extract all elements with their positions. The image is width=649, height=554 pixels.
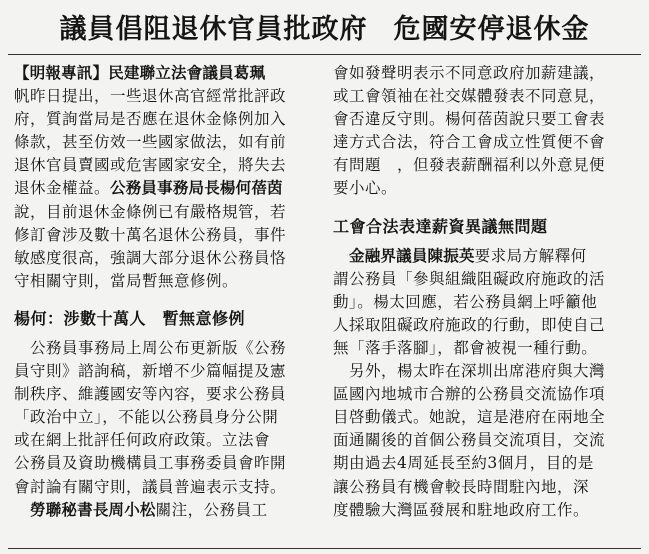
body-text: 修訂會涉及數十萬名退休公務員，事件 [14,225,287,244]
text-line [333,291,633,314]
bottom-rule [8,548,641,549]
text-line [333,360,633,383]
text-line [333,476,633,499]
right-paragraph-1 [333,62,633,201]
body-text: 讓公務員有機會較長時間駐內地，深 [333,477,590,496]
left-paragraph-1 [14,62,304,293]
text-line [14,201,304,224]
text-line [333,154,633,177]
body-text: 或在網上批評任何政府政策。立法會 [14,431,271,450]
text-line [14,62,304,85]
body-text: 退休官員賣國或危害國家安全，將失去 [14,156,287,175]
body-text: 制秩序、維護國安等內容，要求公務員 [14,385,287,404]
body-text: 條款，甚至仿效一些國家做法，如有前 [14,133,287,152]
body-text: 退休金權益。 [14,179,111,198]
body-text: 面通關後的首個公務員交流項目，交流 [333,431,606,450]
text-line [14,360,304,383]
body-text: 敏感度很高，強調大部分退休公務員恪 [14,248,287,267]
body-text: 守相關守則，當局暫無意修例。 [14,271,239,290]
text-line [14,337,304,360]
text-line [14,154,304,177]
body-text: 或工會領袖在社交媒體發表不同意見， [333,87,606,106]
text-line [333,108,633,131]
body-text: 說，目前退休金條例已有嚴格規管，若 [14,202,287,221]
emphasized-text: 【明報專訊】民建聯立法會議員葛珮 [14,64,266,82]
emphasized-text: 金融界議員陳振英 [349,246,475,265]
headline-main: 議員倡阻退休官員批政府 [59,13,368,45]
text-line [14,452,304,475]
text-line [333,314,633,337]
text-line [333,268,633,291]
text-line [333,177,633,200]
text-line [14,85,304,108]
body-text: 會討論有關守則，議員普遍表示支持。 [14,477,287,496]
body-text: 謂公務員「參與組織阻礙政府施政的活 [333,269,606,288]
body-text: 目啓動儀式。她說，這是港府在兩地全 [333,408,606,427]
body-text: 公務員及資助機構員工事務委員會昨開 [14,454,287,473]
body-text: 公務員事務局上周公布更新版《公務 [14,338,287,357]
text-line [14,429,304,452]
text-line [333,245,633,268]
text-line [333,131,633,154]
body-text: 「政治中立」，不能以公務員身分公開 [14,408,279,427]
text-line [333,499,633,522]
body-text: 要小心。 [333,179,398,198]
text-line [14,476,304,499]
emphasized-text: 公務員事務局長楊何蓓茵 [110,179,283,198]
right-paragraph-2 [333,245,633,522]
body-text: 區國內地城市合辦的公務員交流協作項 [333,385,606,404]
top-rule [8,54,641,55]
left-subheading: 楊何：涉數十萬人 暫無意修例 [14,308,246,328]
text-line [333,452,633,475]
body-text: 帆昨日提出，一些退休高官經常批評政 [14,87,287,106]
text-line [14,406,304,429]
body-text: 人採取阻礙政府施政的行動，即使自己 [333,315,606,334]
text-line [333,337,633,360]
text-line [333,406,633,429]
body-text: 另外，楊太昨在深圳出席港府與大灣 [333,362,606,381]
text-line [333,383,633,406]
text-line [14,224,304,247]
body-text [333,247,349,265]
body-text: 府，質詢當局是否應在退休金條例加入 [14,110,287,129]
body-text: 動」。楊太回應，若公務員網上呼籲他 [333,292,598,311]
text-line [333,429,633,452]
text-line [14,247,304,270]
left-paragraph-2 [14,337,304,522]
body-text: 員守則》諮詢稿，新增不少篇幅提及憲 [14,362,287,381]
text-line [14,177,304,200]
body-text: 有問題 ，但發表薪酬福利以外意見便 [333,156,606,175]
right-column [333,62,633,522]
headline-secondary: 危國安停退休金 [393,13,590,45]
body-text: 期由過去4周延長至約3個月，目的是 [333,454,594,473]
text-line [14,499,304,522]
body-text: 達方式合法，符合工會成立性質便不會 [333,133,606,152]
right-subheading: 工會合法表達薪資異議無問題 [333,216,548,236]
body-text: 要求局方解釋何 [474,246,587,265]
text-line [333,85,633,108]
body-text: 無「落手落腳」，都會被視一種行動。 [333,338,598,357]
text-line [14,383,304,406]
text-line [14,131,304,154]
body-text: 會如發聲明表示不同意政府加薪建議， [333,64,606,82]
text-line [14,270,304,293]
body-text: 會否違反守則。楊何蓓茵說只要工會表 [333,110,606,129]
headline [0,0,649,52]
left-column [14,62,304,522]
emphasized-text: 勞聯秘書長周小松 [30,500,156,519]
body-text: 度體驗大灣區發展和駐地政府工作。 [333,500,590,519]
text-line [333,62,633,85]
body-text [14,501,30,519]
body-text: 關注，公務員工 [155,500,268,519]
text-line [14,108,304,131]
